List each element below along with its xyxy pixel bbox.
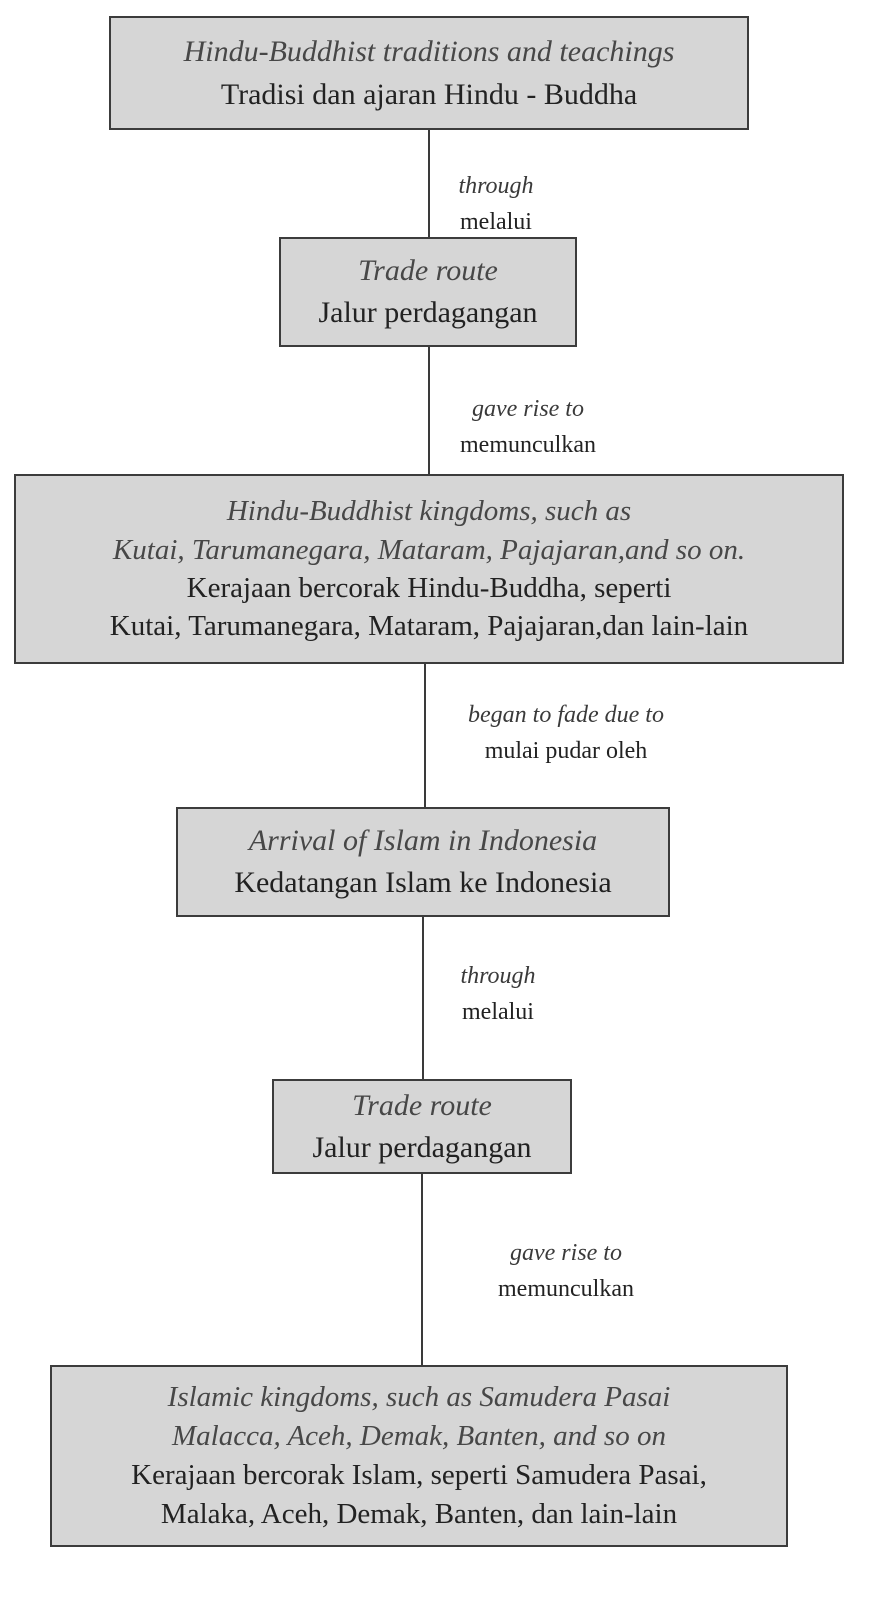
node-hindu-buddhist-kingdoms (14, 474, 844, 664)
node-text-id: Malaka, Aceh, Demak, Banten, dan lain-lain (160, 1497, 678, 1530)
edge-label-id: melalui (462, 999, 534, 1025)
connector-4 (422, 917, 424, 1079)
node-text-en: Hindu-Buddhist traditions and teachings (183, 34, 675, 68)
edge-label-gave-rise-to (466, 1235, 666, 1307)
edge-label-through (436, 168, 556, 240)
node-hindu-buddhist-traditions (109, 16, 749, 130)
connector-1 (428, 130, 430, 237)
node-text-en: Arrival of Islam in Indonesia (248, 824, 598, 857)
node-islamic-kingdoms (50, 1365, 788, 1547)
connector-5 (421, 1174, 423, 1365)
node-text-id: Kerajaan bercorak Hindu-Buddha, seperti (186, 572, 672, 604)
node-text-en: Trade route (352, 1088, 492, 1122)
edge-label-through (438, 958, 558, 1030)
node-text-id: Kerajaan bercorak Islam, seperti Samudera Pasai, (131, 1459, 707, 1491)
edge-label-gave-rise-to (428, 391, 628, 463)
edge-label-en: began to fade due to (468, 702, 664, 728)
node-text-en: Hindu-Buddhist kingdoms, such as (226, 495, 632, 528)
edge-label-en: gave rise to (472, 396, 584, 422)
edge-label-id: melalui (460, 209, 532, 235)
connector-3 (424, 664, 426, 807)
node-text-id: Kutai, Tarumanegara, Mataram, Pajajaran,dan lain-lain (109, 610, 749, 643)
edge-label-en: through (460, 963, 536, 989)
node-trade-route-2 (272, 1079, 572, 1174)
node-text-en: Kutai, Tarumanegara, Mataram, Pajajaran,and so on. (112, 533, 746, 566)
edge-label-id: mulai pudar oleh (484, 738, 648, 764)
node-arrival-of-islam (176, 807, 670, 917)
edge-label-id: memunculkan (498, 1276, 634, 1302)
node-text-id: Tradisi dan ajaran Hindu - Buddha (220, 78, 638, 111)
node-text-id: Jalur perdagangan (318, 296, 538, 329)
edge-label-id: memunculkan (460, 432, 596, 458)
edge-label-en: gave rise to (510, 1240, 622, 1266)
node-text-en: Malacca, Aceh, Demak, Banten, and so on (172, 1420, 666, 1453)
node-text-en: Islamic kingdoms, such as Samudera Pasai (167, 1381, 671, 1414)
node-text-en: Trade route (358, 254, 498, 287)
edge-label-en: through (458, 173, 534, 199)
node-trade-route-1 (279, 237, 577, 347)
edge-label-began-to-fade (430, 697, 702, 769)
node-text-id: Jalur perdagangan (312, 1130, 532, 1164)
node-text-id: Kedatangan Islam ke Indonesia (234, 866, 612, 899)
